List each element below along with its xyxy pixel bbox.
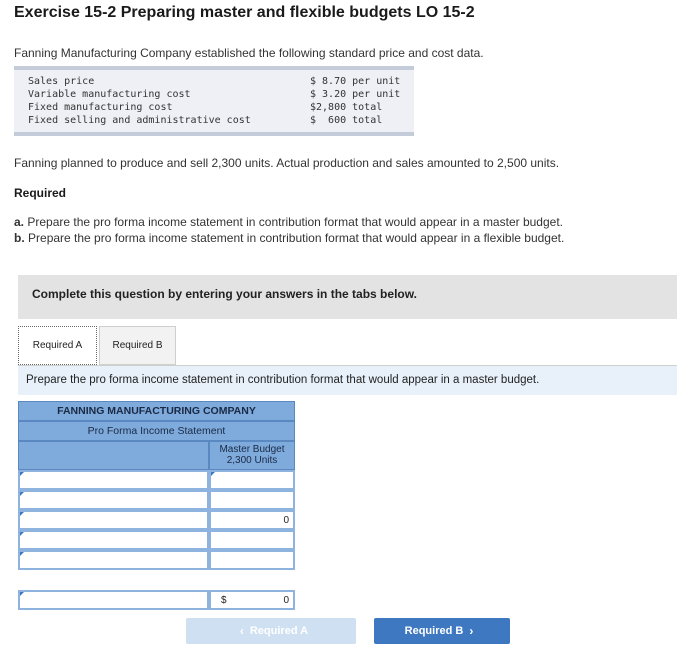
- row-amount-input[interactable]: [209, 470, 295, 490]
- tab-required-a[interactable]: Required A: [18, 326, 97, 365]
- row-amount-input[interactable]: [209, 510, 295, 530]
- row-amount-input[interactable]: [209, 590, 295, 610]
- input-marker-icon: [211, 472, 215, 476]
- label-column-header: [18, 441, 209, 470]
- row-label-input[interactable]: [18, 590, 209, 610]
- dropdown-marker-icon: [20, 532, 24, 536]
- dropdown-marker-icon: [20, 472, 24, 476]
- prompt-text: Prepare the pro forma income statement in contribution format that would appear in a master budget.: [26, 374, 540, 386]
- intro-text: Fanning Manufacturing Company established the following standard price and cost data.: [14, 46, 484, 60]
- cost-label: Variable manufacturing cost: [28, 89, 191, 100]
- required-a-text: Prepare the pro forma income statement in contribution format that would appear in a master budget.: [27, 215, 563, 229]
- next-tab-label: Required B: [404, 625, 464, 637]
- cost-row: [28, 89, 400, 102]
- page-title: Exercise 15-2 Preparing master and flexible budgets LO 15-2: [14, 4, 475, 21]
- next-tab-button[interactable]: [374, 618, 510, 644]
- row-label-input[interactable]: [18, 550, 209, 570]
- row-amount-input[interactable]: [209, 550, 295, 570]
- previous-tab-label: Required A: [249, 625, 309, 637]
- row-amount-input[interactable]: [209, 530, 295, 550]
- cost-value: $ 8.70 per unit: [310, 76, 401, 87]
- cost-label: Sales price: [28, 76, 95, 87]
- row-amount-value: 0: [283, 595, 289, 606]
- instructions-box: [18, 275, 677, 319]
- required-b-letter: b.: [14, 231, 25, 245]
- dropdown-marker-icon: [20, 512, 24, 516]
- table-row: [18, 590, 295, 610]
- cost-label: Fixed selling and administrative cost: [28, 115, 251, 126]
- chevron-left-icon: ‹: [239, 624, 244, 638]
- table-row: [18, 510, 295, 530]
- cost-value: $ 3.20 per unit: [310, 89, 401, 100]
- chevron-right-icon: ›: [469, 624, 474, 638]
- statement-subtitle-header: Pro Forma Income Statement: [18, 421, 295, 441]
- column-header-line1: Master Budget: [219, 444, 285, 455]
- row-label-input[interactable]: [18, 530, 209, 550]
- table-row: [18, 490, 295, 510]
- cost-row: [28, 102, 400, 115]
- required-heading: Required: [14, 186, 67, 200]
- table-row: [18, 530, 295, 550]
- row-amount-input[interactable]: [209, 490, 295, 510]
- cost-row: [28, 115, 400, 128]
- scenario-text: Fanning planned to produce and sell 2,300 units. Actual production and sales amounted to 2,500 units.: [14, 156, 560, 170]
- dropdown-marker-icon: [20, 492, 24, 496]
- cost-value: $2,800 total: [310, 102, 383, 113]
- cost-row: [28, 76, 400, 89]
- required-b-text: Prepare the pro forma income statement in contribution format that would appear in a flexible budget.: [28, 231, 565, 245]
- required-b-item: [14, 231, 564, 245]
- required-a-letter: a.: [14, 215, 25, 229]
- company-name-header: FANNING MANUFACTURING COMPANY: [18, 401, 295, 421]
- tab-required-b[interactable]: Required B: [99, 326, 176, 365]
- cost-data-block: [14, 66, 414, 136]
- column-header-line2: 2,300 Units: [226, 455, 278, 466]
- master-budget-column-header: [209, 441, 295, 470]
- table-row: [18, 470, 295, 490]
- prompt-bar: [18, 366, 677, 395]
- cost-label: Fixed manufacturing cost: [28, 102, 173, 113]
- dropdown-marker-icon: [20, 592, 24, 596]
- row-label-input[interactable]: [18, 510, 209, 530]
- table-row: [18, 550, 295, 570]
- row-label-input[interactable]: [18, 470, 209, 490]
- dropdown-marker-icon: [20, 552, 24, 556]
- row-label-input[interactable]: [18, 490, 209, 510]
- previous-tab-button[interactable]: [186, 618, 356, 644]
- cost-value: $ 600 total: [310, 115, 383, 126]
- row-amount-value: 0: [283, 515, 289, 526]
- dollar-sign: $: [221, 595, 227, 606]
- required-a-item: [14, 215, 563, 229]
- instructions-text: Complete this question by entering your answers in the tabs below.: [32, 287, 417, 301]
